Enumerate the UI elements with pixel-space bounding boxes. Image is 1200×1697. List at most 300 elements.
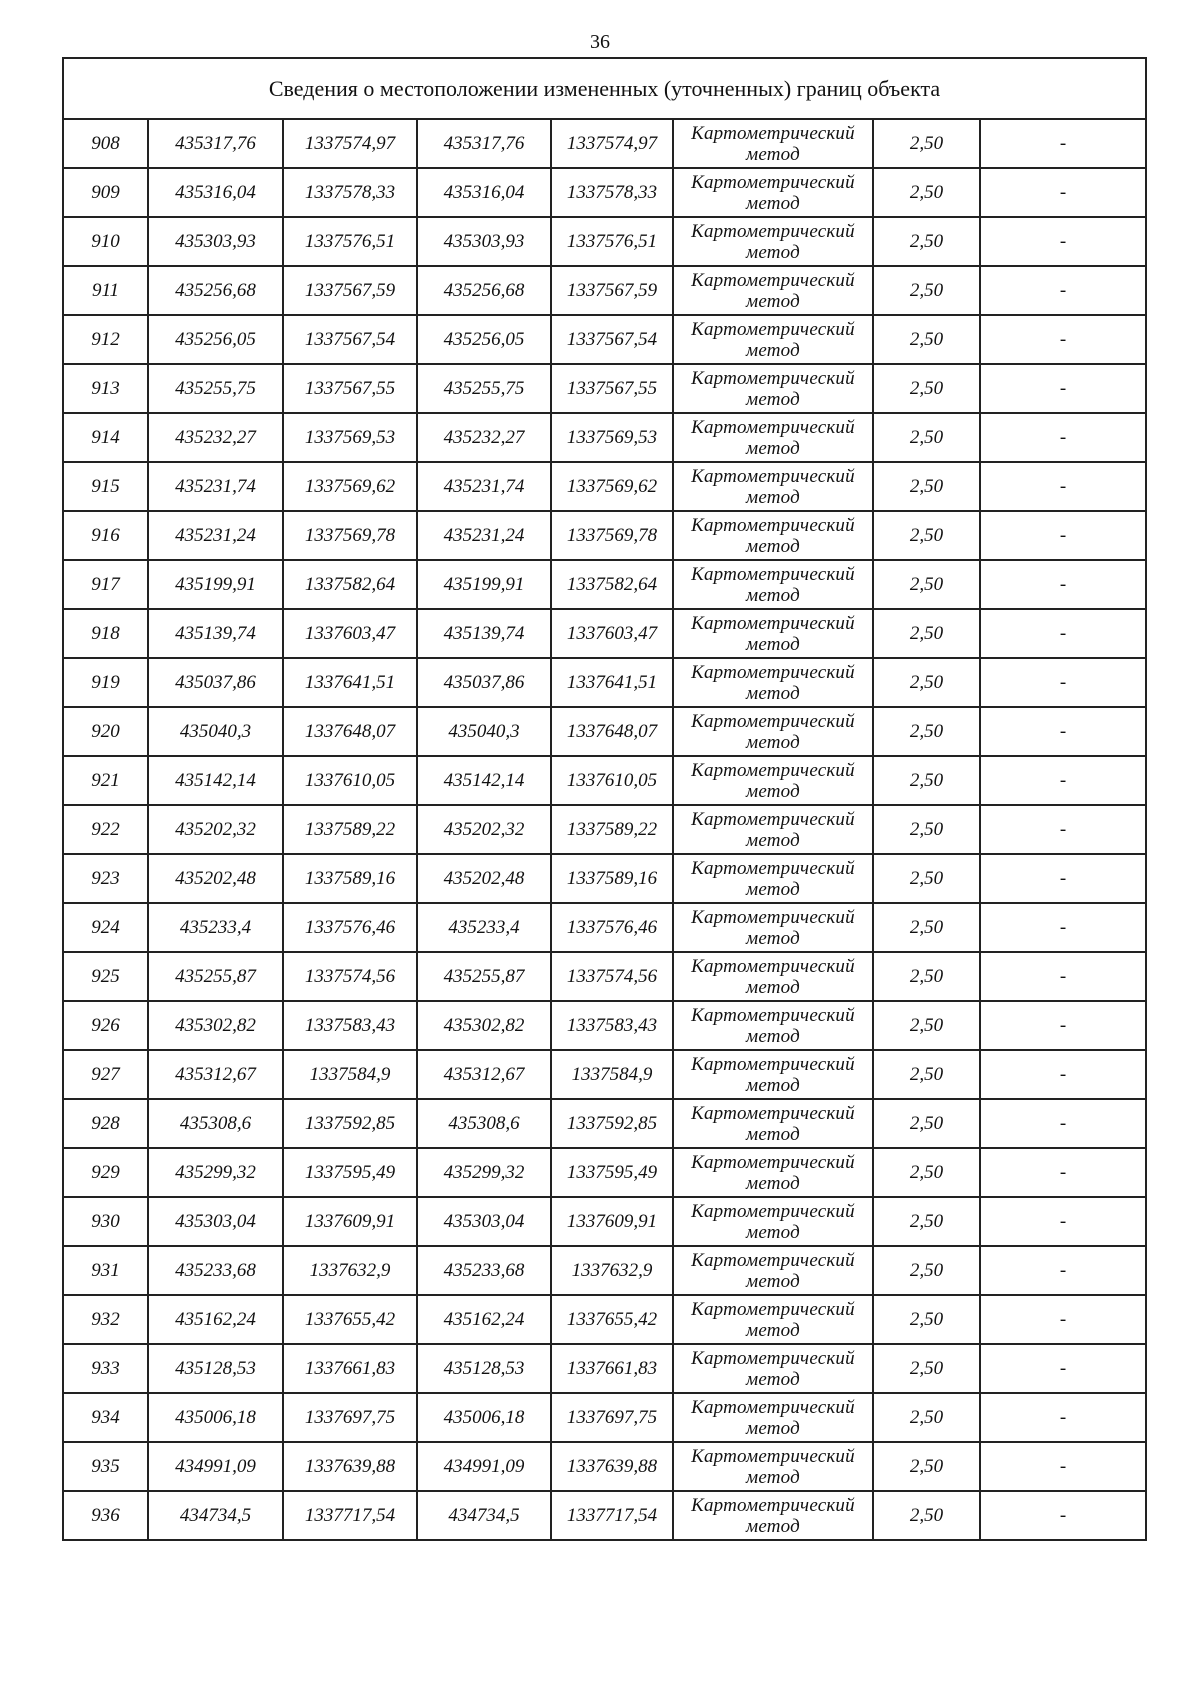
cell-note: - — [980, 952, 1146, 1001]
cell-x1: 435232,27 — [148, 413, 283, 462]
cell-x1: 435162,24 — [148, 1295, 283, 1344]
cell-point: 910 — [63, 217, 148, 266]
table-row — [63, 168, 1146, 217]
cell-y2: 1337569,62 — [551, 462, 673, 511]
method-line-2: метод — [746, 388, 800, 410]
cell-y2: 1337655,42 — [551, 1295, 673, 1344]
method-line-1: Картометрический — [691, 1200, 855, 1222]
method-line-1: Картометрический — [691, 1053, 855, 1075]
method-line-2: метод — [746, 1025, 800, 1047]
table-row — [63, 805, 1146, 854]
table-row — [63, 1148, 1146, 1197]
cell-note: - — [980, 1099, 1146, 1148]
method-line-2: метод — [746, 1172, 800, 1194]
cell-y2: 1337576,51 — [551, 217, 673, 266]
method-line-1: Картометрический — [691, 1396, 855, 1418]
cell-y1: 1337569,78 — [283, 511, 417, 560]
cell-y2: 1337569,53 — [551, 413, 673, 462]
cell-x1: 434991,09 — [148, 1442, 283, 1491]
cell-y2: 1337641,51 — [551, 658, 673, 707]
table-row — [63, 217, 1146, 266]
cell-accuracy: 2,50 — [873, 1001, 980, 1050]
cell-y2: 1337567,55 — [551, 364, 673, 413]
cell-accuracy: 2,50 — [873, 1442, 980, 1491]
cell-method — [673, 413, 873, 462]
table-row — [63, 413, 1146, 462]
cell-point: 932 — [63, 1295, 148, 1344]
cell-y1: 1337641,51 — [283, 658, 417, 707]
cell-method — [673, 1295, 873, 1344]
cell-x2: 435231,24 — [417, 511, 551, 560]
cell-point: 931 — [63, 1246, 148, 1295]
cell-note: - — [980, 1050, 1146, 1099]
method-line-1: Картометрический — [691, 367, 855, 389]
cell-point: 927 — [63, 1050, 148, 1099]
table-row — [63, 756, 1146, 805]
cell-y2: 1337576,46 — [551, 903, 673, 952]
cell-method — [673, 1099, 873, 1148]
cell-x2: 435312,67 — [417, 1050, 551, 1099]
cell-y2: 1337639,88 — [551, 1442, 673, 1491]
cell-accuracy: 2,50 — [873, 609, 980, 658]
method-line-2: метод — [746, 241, 800, 263]
cell-x1: 435256,05 — [148, 315, 283, 364]
cell-x1: 435139,74 — [148, 609, 283, 658]
cell-accuracy: 2,50 — [873, 168, 980, 217]
cell-x1: 435308,6 — [148, 1099, 283, 1148]
cell-x1: 435255,87 — [148, 952, 283, 1001]
cell-x2: 435202,48 — [417, 854, 551, 903]
cell-method — [673, 266, 873, 315]
cell-x2: 435255,75 — [417, 364, 551, 413]
cell-y1: 1337655,42 — [283, 1295, 417, 1344]
cell-method — [673, 1197, 873, 1246]
cell-point: 924 — [63, 903, 148, 952]
cell-y1: 1337578,33 — [283, 168, 417, 217]
cell-note: - — [980, 756, 1146, 805]
method-line-1: Картометрический — [691, 514, 855, 536]
cell-note: - — [980, 707, 1146, 756]
cell-point: 920 — [63, 707, 148, 756]
method-line-1: Картометрический — [691, 759, 855, 781]
cell-x2: 435316,04 — [417, 168, 551, 217]
cell-y1: 1337589,22 — [283, 805, 417, 854]
cell-point: 917 — [63, 560, 148, 609]
cell-y2: 1337574,56 — [551, 952, 673, 1001]
cell-note: - — [980, 658, 1146, 707]
cell-method — [673, 364, 873, 413]
table-row — [63, 1001, 1146, 1050]
cell-y1: 1337648,07 — [283, 707, 417, 756]
method-line-1: Картометрический — [691, 269, 855, 291]
method-line-1: Картометрический — [691, 1102, 855, 1124]
cell-y1: 1337639,88 — [283, 1442, 417, 1491]
cell-y2: 1337574,97 — [551, 119, 673, 168]
cell-x2: 435231,74 — [417, 462, 551, 511]
cell-x1: 435128,53 — [148, 1344, 283, 1393]
method-line-1: Картометрический — [691, 710, 855, 732]
cell-method — [673, 1001, 873, 1050]
method-line-2: метод — [746, 1074, 800, 1096]
cell-note: - — [980, 1344, 1146, 1393]
table-row — [63, 1442, 1146, 1491]
coordinates-table — [62, 57, 1147, 1541]
cell-x1: 435040,3 — [148, 707, 283, 756]
table-row — [63, 1344, 1146, 1393]
method-line-1: Картометрический — [691, 122, 855, 144]
cell-y2: 1337595,49 — [551, 1148, 673, 1197]
table-row — [63, 1050, 1146, 1099]
cell-y1: 1337603,47 — [283, 609, 417, 658]
table-row — [63, 609, 1146, 658]
cell-x1: 435037,86 — [148, 658, 283, 707]
table-row — [63, 903, 1146, 952]
method-line-2: метод — [746, 780, 800, 802]
method-line-2: метод — [746, 143, 800, 165]
cell-accuracy: 2,50 — [873, 854, 980, 903]
cell-y2: 1337717,54 — [551, 1491, 673, 1540]
cell-x1: 435302,82 — [148, 1001, 283, 1050]
cell-method — [673, 903, 873, 952]
cell-y1: 1337569,53 — [283, 413, 417, 462]
method-line-2: метод — [746, 633, 800, 655]
cell-note: - — [980, 168, 1146, 217]
method-line-2: метод — [746, 1417, 800, 1439]
cell-point: 928 — [63, 1099, 148, 1148]
cell-method — [673, 609, 873, 658]
cell-x2: 435233,4 — [417, 903, 551, 952]
table-row — [63, 1197, 1146, 1246]
cell-y1: 1337632,9 — [283, 1246, 417, 1295]
method-line-2: метод — [746, 731, 800, 753]
cell-method — [673, 1491, 873, 1540]
cell-note: - — [980, 119, 1146, 168]
table-title-row — [63, 58, 1146, 119]
cell-method — [673, 462, 873, 511]
table-body — [63, 119, 1146, 1540]
method-line-1: Картометрический — [691, 220, 855, 242]
cell-y1: 1337610,05 — [283, 756, 417, 805]
cell-method — [673, 119, 873, 168]
cell-x2: 435256,68 — [417, 266, 551, 315]
cell-x1: 435231,24 — [148, 511, 283, 560]
cell-x1: 435142,14 — [148, 756, 283, 805]
table-row — [63, 560, 1146, 609]
method-line-1: Картометрический — [691, 416, 855, 438]
cell-accuracy: 2,50 — [873, 1491, 980, 1540]
cell-x1: 435312,67 — [148, 1050, 283, 1099]
cell-x1: 435303,93 — [148, 217, 283, 266]
method-line-2: метод — [746, 1221, 800, 1243]
method-line-1: Картометрический — [691, 1445, 855, 1467]
cell-method — [673, 658, 873, 707]
cell-accuracy: 2,50 — [873, 413, 980, 462]
cell-x1: 434734,5 — [148, 1491, 283, 1540]
cell-method — [673, 707, 873, 756]
cell-x2: 435142,14 — [417, 756, 551, 805]
cell-accuracy: 2,50 — [873, 315, 980, 364]
cell-x2: 435040,3 — [417, 707, 551, 756]
cell-method — [673, 168, 873, 217]
table-row — [63, 854, 1146, 903]
cell-y1: 1337697,75 — [283, 1393, 417, 1442]
cell-x1: 435006,18 — [148, 1393, 283, 1442]
table-row — [63, 511, 1146, 560]
cell-accuracy: 2,50 — [873, 266, 980, 315]
cell-y2: 1337584,9 — [551, 1050, 673, 1099]
table-row — [63, 315, 1146, 364]
method-line-1: Картометрический — [691, 318, 855, 340]
cell-accuracy: 2,50 — [873, 217, 980, 266]
method-line-2: метод — [746, 1466, 800, 1488]
cell-method — [673, 315, 873, 364]
cell-method — [673, 756, 873, 805]
cell-point: 919 — [63, 658, 148, 707]
cell-y1: 1337592,85 — [283, 1099, 417, 1148]
cell-method — [673, 1393, 873, 1442]
cell-x2: 435006,18 — [417, 1393, 551, 1442]
cell-y2: 1337609,91 — [551, 1197, 673, 1246]
cell-y2: 1337582,64 — [551, 560, 673, 609]
page-number: 36 — [590, 31, 610, 53]
cell-point: 915 — [63, 462, 148, 511]
method-line-1: Картометрический — [691, 465, 855, 487]
cell-note: - — [980, 1001, 1146, 1050]
cell-x1: 435255,75 — [148, 364, 283, 413]
cell-y2: 1337578,33 — [551, 168, 673, 217]
cell-point: 923 — [63, 854, 148, 903]
cell-point: 912 — [63, 315, 148, 364]
cell-x1: 435202,32 — [148, 805, 283, 854]
cell-y2: 1337583,43 — [551, 1001, 673, 1050]
cell-x2: 435202,32 — [417, 805, 551, 854]
cell-method — [673, 511, 873, 560]
method-line-1: Картометрический — [691, 1249, 855, 1271]
cell-point: 908 — [63, 119, 148, 168]
cell-x2: 435128,53 — [417, 1344, 551, 1393]
cell-note: - — [980, 462, 1146, 511]
cell-x2: 435139,74 — [417, 609, 551, 658]
cell-x1: 435303,04 — [148, 1197, 283, 1246]
method-line-2: метод — [746, 486, 800, 508]
cell-point: 918 — [63, 609, 148, 658]
method-line-1: Картометрический — [691, 171, 855, 193]
cell-note: - — [980, 1246, 1146, 1295]
cell-note: - — [980, 560, 1146, 609]
cell-y2: 1337569,78 — [551, 511, 673, 560]
cell-note: - — [980, 413, 1146, 462]
cell-y1: 1337609,91 — [283, 1197, 417, 1246]
cell-point: 936 — [63, 1491, 148, 1540]
cell-x1: 435231,74 — [148, 462, 283, 511]
cell-note: - — [980, 609, 1146, 658]
cell-y2: 1337567,59 — [551, 266, 673, 315]
cell-x2: 435299,32 — [417, 1148, 551, 1197]
method-line-1: Картометрический — [691, 661, 855, 683]
method-line-1: Картометрический — [691, 955, 855, 977]
cell-y2: 1337589,16 — [551, 854, 673, 903]
cell-x1: 435256,68 — [148, 266, 283, 315]
method-line-2: метод — [746, 682, 800, 704]
method-line-1: Картометрический — [691, 612, 855, 634]
cell-x2: 435303,04 — [417, 1197, 551, 1246]
table-row — [63, 658, 1146, 707]
cell-x2: 435308,6 — [417, 1099, 551, 1148]
method-line-2: метод — [746, 584, 800, 606]
cell-accuracy: 2,50 — [873, 903, 980, 952]
cell-method — [673, 1344, 873, 1393]
cell-accuracy: 2,50 — [873, 952, 980, 1001]
cell-point: 921 — [63, 756, 148, 805]
cell-note: - — [980, 1491, 1146, 1540]
cell-point: 926 — [63, 1001, 148, 1050]
table-row — [63, 462, 1146, 511]
method-line-2: метод — [746, 927, 800, 949]
method-line-2: метод — [746, 192, 800, 214]
cell-x1: 435233,4 — [148, 903, 283, 952]
cell-accuracy: 2,50 — [873, 560, 980, 609]
cell-y2: 1337592,85 — [551, 1099, 673, 1148]
cell-note: - — [980, 1295, 1146, 1344]
table-row — [63, 707, 1146, 756]
cell-accuracy: 2,50 — [873, 756, 980, 805]
table-row — [63, 1246, 1146, 1295]
cell-accuracy: 2,50 — [873, 1197, 980, 1246]
cell-y1: 1337595,49 — [283, 1148, 417, 1197]
cell-y2: 1337567,54 — [551, 315, 673, 364]
method-line-1: Картометрический — [691, 906, 855, 928]
cell-note: - — [980, 315, 1146, 364]
cell-y1: 1337589,16 — [283, 854, 417, 903]
method-line-1: Картометрический — [691, 563, 855, 585]
method-line-2: метод — [746, 535, 800, 557]
cell-accuracy: 2,50 — [873, 1344, 980, 1393]
table-title: Сведения о местоположении измененных (уточненных) границ объекта — [63, 58, 1146, 119]
cell-y1: 1337574,56 — [283, 952, 417, 1001]
table-row — [63, 1393, 1146, 1442]
cell-note: - — [980, 511, 1146, 560]
method-line-1: Картометрический — [691, 857, 855, 879]
cell-accuracy: 2,50 — [873, 1295, 980, 1344]
cell-y1: 1337582,64 — [283, 560, 417, 609]
cell-point: 935 — [63, 1442, 148, 1491]
cell-note: - — [980, 364, 1146, 413]
cell-point: 934 — [63, 1393, 148, 1442]
cell-x1: 435202,48 — [148, 854, 283, 903]
cell-x2: 435302,82 — [417, 1001, 551, 1050]
cell-point: 911 — [63, 266, 148, 315]
cell-note: - — [980, 266, 1146, 315]
table-row — [63, 1491, 1146, 1540]
method-line-1: Картометрический — [691, 1347, 855, 1369]
cell-point: 916 — [63, 511, 148, 560]
cell-accuracy: 2,50 — [873, 707, 980, 756]
cell-y2: 1337589,22 — [551, 805, 673, 854]
cell-method — [673, 952, 873, 1001]
cell-y2: 1337661,83 — [551, 1344, 673, 1393]
cell-x2: 435317,76 — [417, 119, 551, 168]
cell-accuracy: 2,50 — [873, 1393, 980, 1442]
method-line-2: метод — [746, 1368, 800, 1390]
cell-point: 909 — [63, 168, 148, 217]
method-line-1: Картометрический — [691, 1298, 855, 1320]
cell-y2: 1337603,47 — [551, 609, 673, 658]
cell-point: 913 — [63, 364, 148, 413]
cell-method — [673, 1246, 873, 1295]
cell-point: 914 — [63, 413, 148, 462]
method-line-2: метод — [746, 1123, 800, 1145]
cell-method — [673, 854, 873, 903]
method-line-2: метод — [746, 290, 800, 312]
cell-point: 922 — [63, 805, 148, 854]
cell-x2: 435199,91 — [417, 560, 551, 609]
cell-x2: 435162,24 — [417, 1295, 551, 1344]
cell-accuracy: 2,50 — [873, 658, 980, 707]
cell-y1: 1337567,55 — [283, 364, 417, 413]
cell-method — [673, 1148, 873, 1197]
cell-point: 925 — [63, 952, 148, 1001]
cell-x2: 435256,05 — [417, 315, 551, 364]
cell-x1: 435299,32 — [148, 1148, 283, 1197]
method-line-2: метод — [746, 1319, 800, 1341]
cell-y1: 1337567,54 — [283, 315, 417, 364]
table-row — [63, 119, 1146, 168]
cell-accuracy: 2,50 — [873, 1246, 980, 1295]
cell-y2: 1337648,07 — [551, 707, 673, 756]
cell-y1: 1337574,97 — [283, 119, 417, 168]
cell-accuracy: 2,50 — [873, 1148, 980, 1197]
cell-y1: 1337717,54 — [283, 1491, 417, 1540]
cell-note: - — [980, 217, 1146, 266]
cell-x2: 435233,68 — [417, 1246, 551, 1295]
cell-note: - — [980, 1442, 1146, 1491]
cell-accuracy: 2,50 — [873, 805, 980, 854]
cell-accuracy: 2,50 — [873, 511, 980, 560]
cell-accuracy: 2,50 — [873, 462, 980, 511]
cell-x1: 435199,91 — [148, 560, 283, 609]
cell-y2: 1337697,75 — [551, 1393, 673, 1442]
cell-note: - — [980, 1393, 1146, 1442]
method-line-1: Картометрический — [691, 1151, 855, 1173]
table-row — [63, 952, 1146, 1001]
cell-point: 930 — [63, 1197, 148, 1246]
method-line-2: метод — [746, 1270, 800, 1292]
cell-method — [673, 560, 873, 609]
cell-method — [673, 1442, 873, 1491]
cell-x1: 435316,04 — [148, 168, 283, 217]
cell-y1: 1337661,83 — [283, 1344, 417, 1393]
cell-note: - — [980, 1148, 1146, 1197]
cell-x2: 435037,86 — [417, 658, 551, 707]
cell-point: 933 — [63, 1344, 148, 1393]
cell-x2: 434991,09 — [417, 1442, 551, 1491]
cell-accuracy: 2,50 — [873, 119, 980, 168]
cell-method — [673, 805, 873, 854]
cell-accuracy: 2,50 — [873, 1050, 980, 1099]
cell-x2: 435232,27 — [417, 413, 551, 462]
cell-method — [673, 1050, 873, 1099]
cell-method — [673, 217, 873, 266]
cell-point: 929 — [63, 1148, 148, 1197]
cell-note: - — [980, 854, 1146, 903]
cell-accuracy: 2,50 — [873, 1099, 980, 1148]
cell-y1: 1337576,46 — [283, 903, 417, 952]
cell-note: - — [980, 805, 1146, 854]
cell-note: - — [980, 903, 1146, 952]
cell-y1: 1337569,62 — [283, 462, 417, 511]
cell-y2: 1337610,05 — [551, 756, 673, 805]
cell-y1: 1337583,43 — [283, 1001, 417, 1050]
